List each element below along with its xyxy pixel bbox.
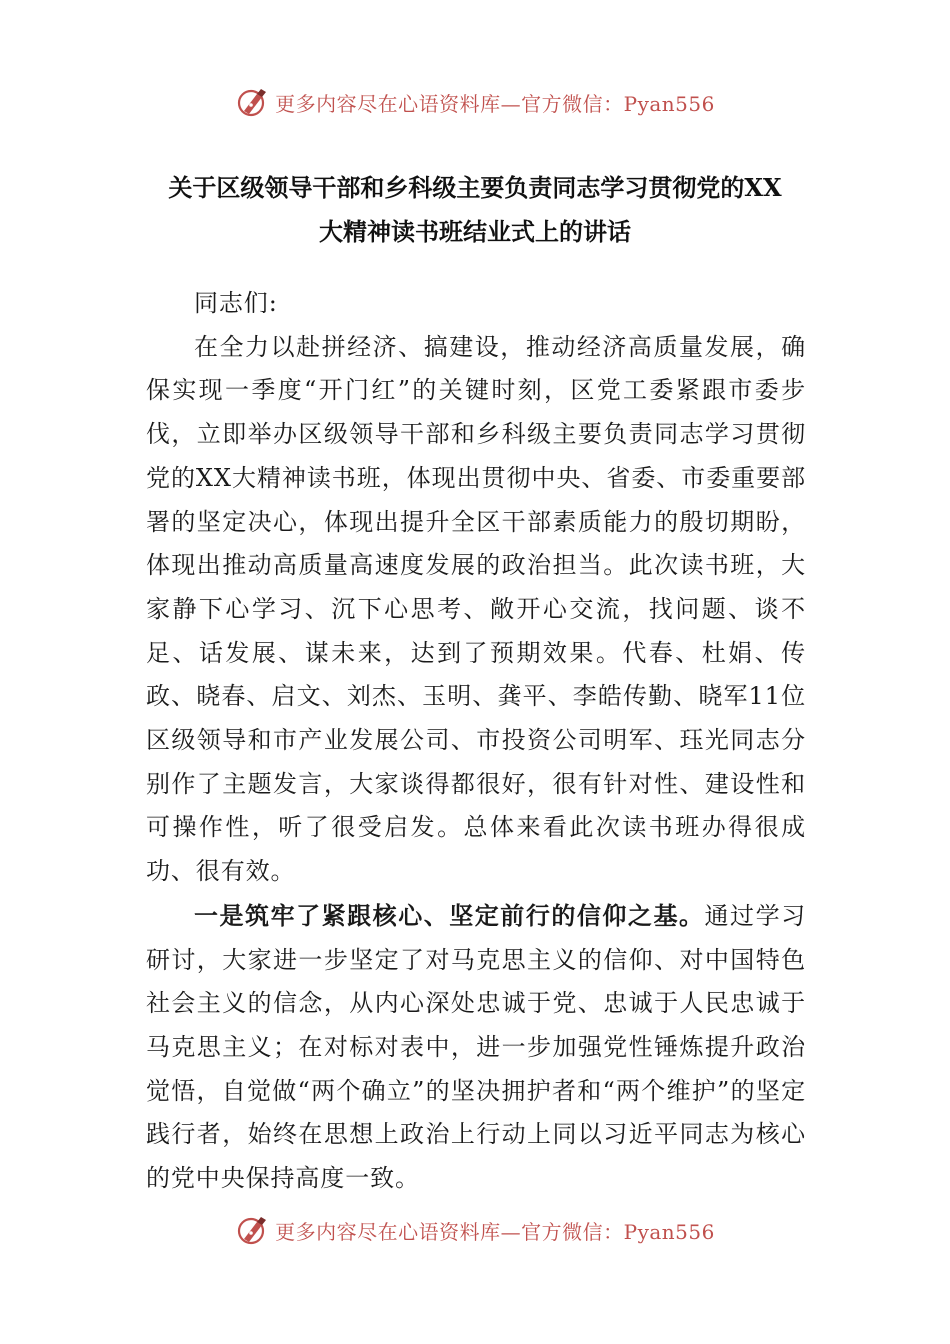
header-watermark-banner	[0, 82, 950, 122]
paragraph-2-body: 通过学习研讨，大家进一步坚定了对马克思主义的信仰、对中国特色社会主义的信念，从内心深处忠诚于党、忠诚于人民忠诚于马克思主义；在对标对表中，进一步加强党性锤炼提升政治觉悟，自觉做“两个确立”的坚决拥护者和“两个维护”的坚定践行者，始终在思想上政治上行动上同以习近平同志为核心的党中央保持高度一致。	[146, 901, 806, 1193]
document-body	[146, 282, 806, 1201]
paragraph-2	[146, 894, 806, 1201]
watermark-text: 更多内容尽在心语资料库—官方微信：Pyan556	[275, 1219, 715, 1244]
document-title-line-2: 大精神读书班结业式上的讲话	[319, 217, 631, 246]
document-title-line-1: 关于区级领导干部和乡科级主要负责同志学习贯彻党的XX	[168, 173, 782, 202]
footer-watermark-banner	[0, 1210, 950, 1250]
pen-nib-logo-icon	[235, 1213, 269, 1247]
paragraph-2-lead: 一是筑牢了紧跟核心、坚定前行的信仰之基。	[194, 900, 705, 930]
salutation: 同志们:	[194, 289, 278, 317]
paragraph-1: 在全力以赴拼经济、搞建设，推动经济高质量发展，确保实现一季度“开门红”的关键时刻，区党工委紧跟市委步伐，立即举办区级领导干部和乡科级主要负责同志学习贯彻党的XX大精神读书班，体现出贯彻中央、省委、市委重要部署的坚定决心，体现出提升全区干部素质能力的殷切期盼，体现出推动高质量高速度发展的政治担当。此次读书班，大家静下心学习、沉下心思考、敞开心交流，找问题、谈不足、话发展、谋未来，达到了预期效果。代春、杜娟、传政、晓春、启文、刘杰、玉明、龚平、李皓传勤、晓军11位区级领导和市产业发展公司、市投资公司明军、珏光同志分别作了主题发言，大家谈得都很好，很有针对性、建设性和可操作性，听了很受启发。总体来看此次读书班办得很成功、很有效。	[146, 332, 806, 886]
watermark-text: 更多内容尽在心语资料库—官方微信：Pyan556	[275, 91, 715, 116]
pen-nib-logo-icon	[235, 85, 269, 119]
